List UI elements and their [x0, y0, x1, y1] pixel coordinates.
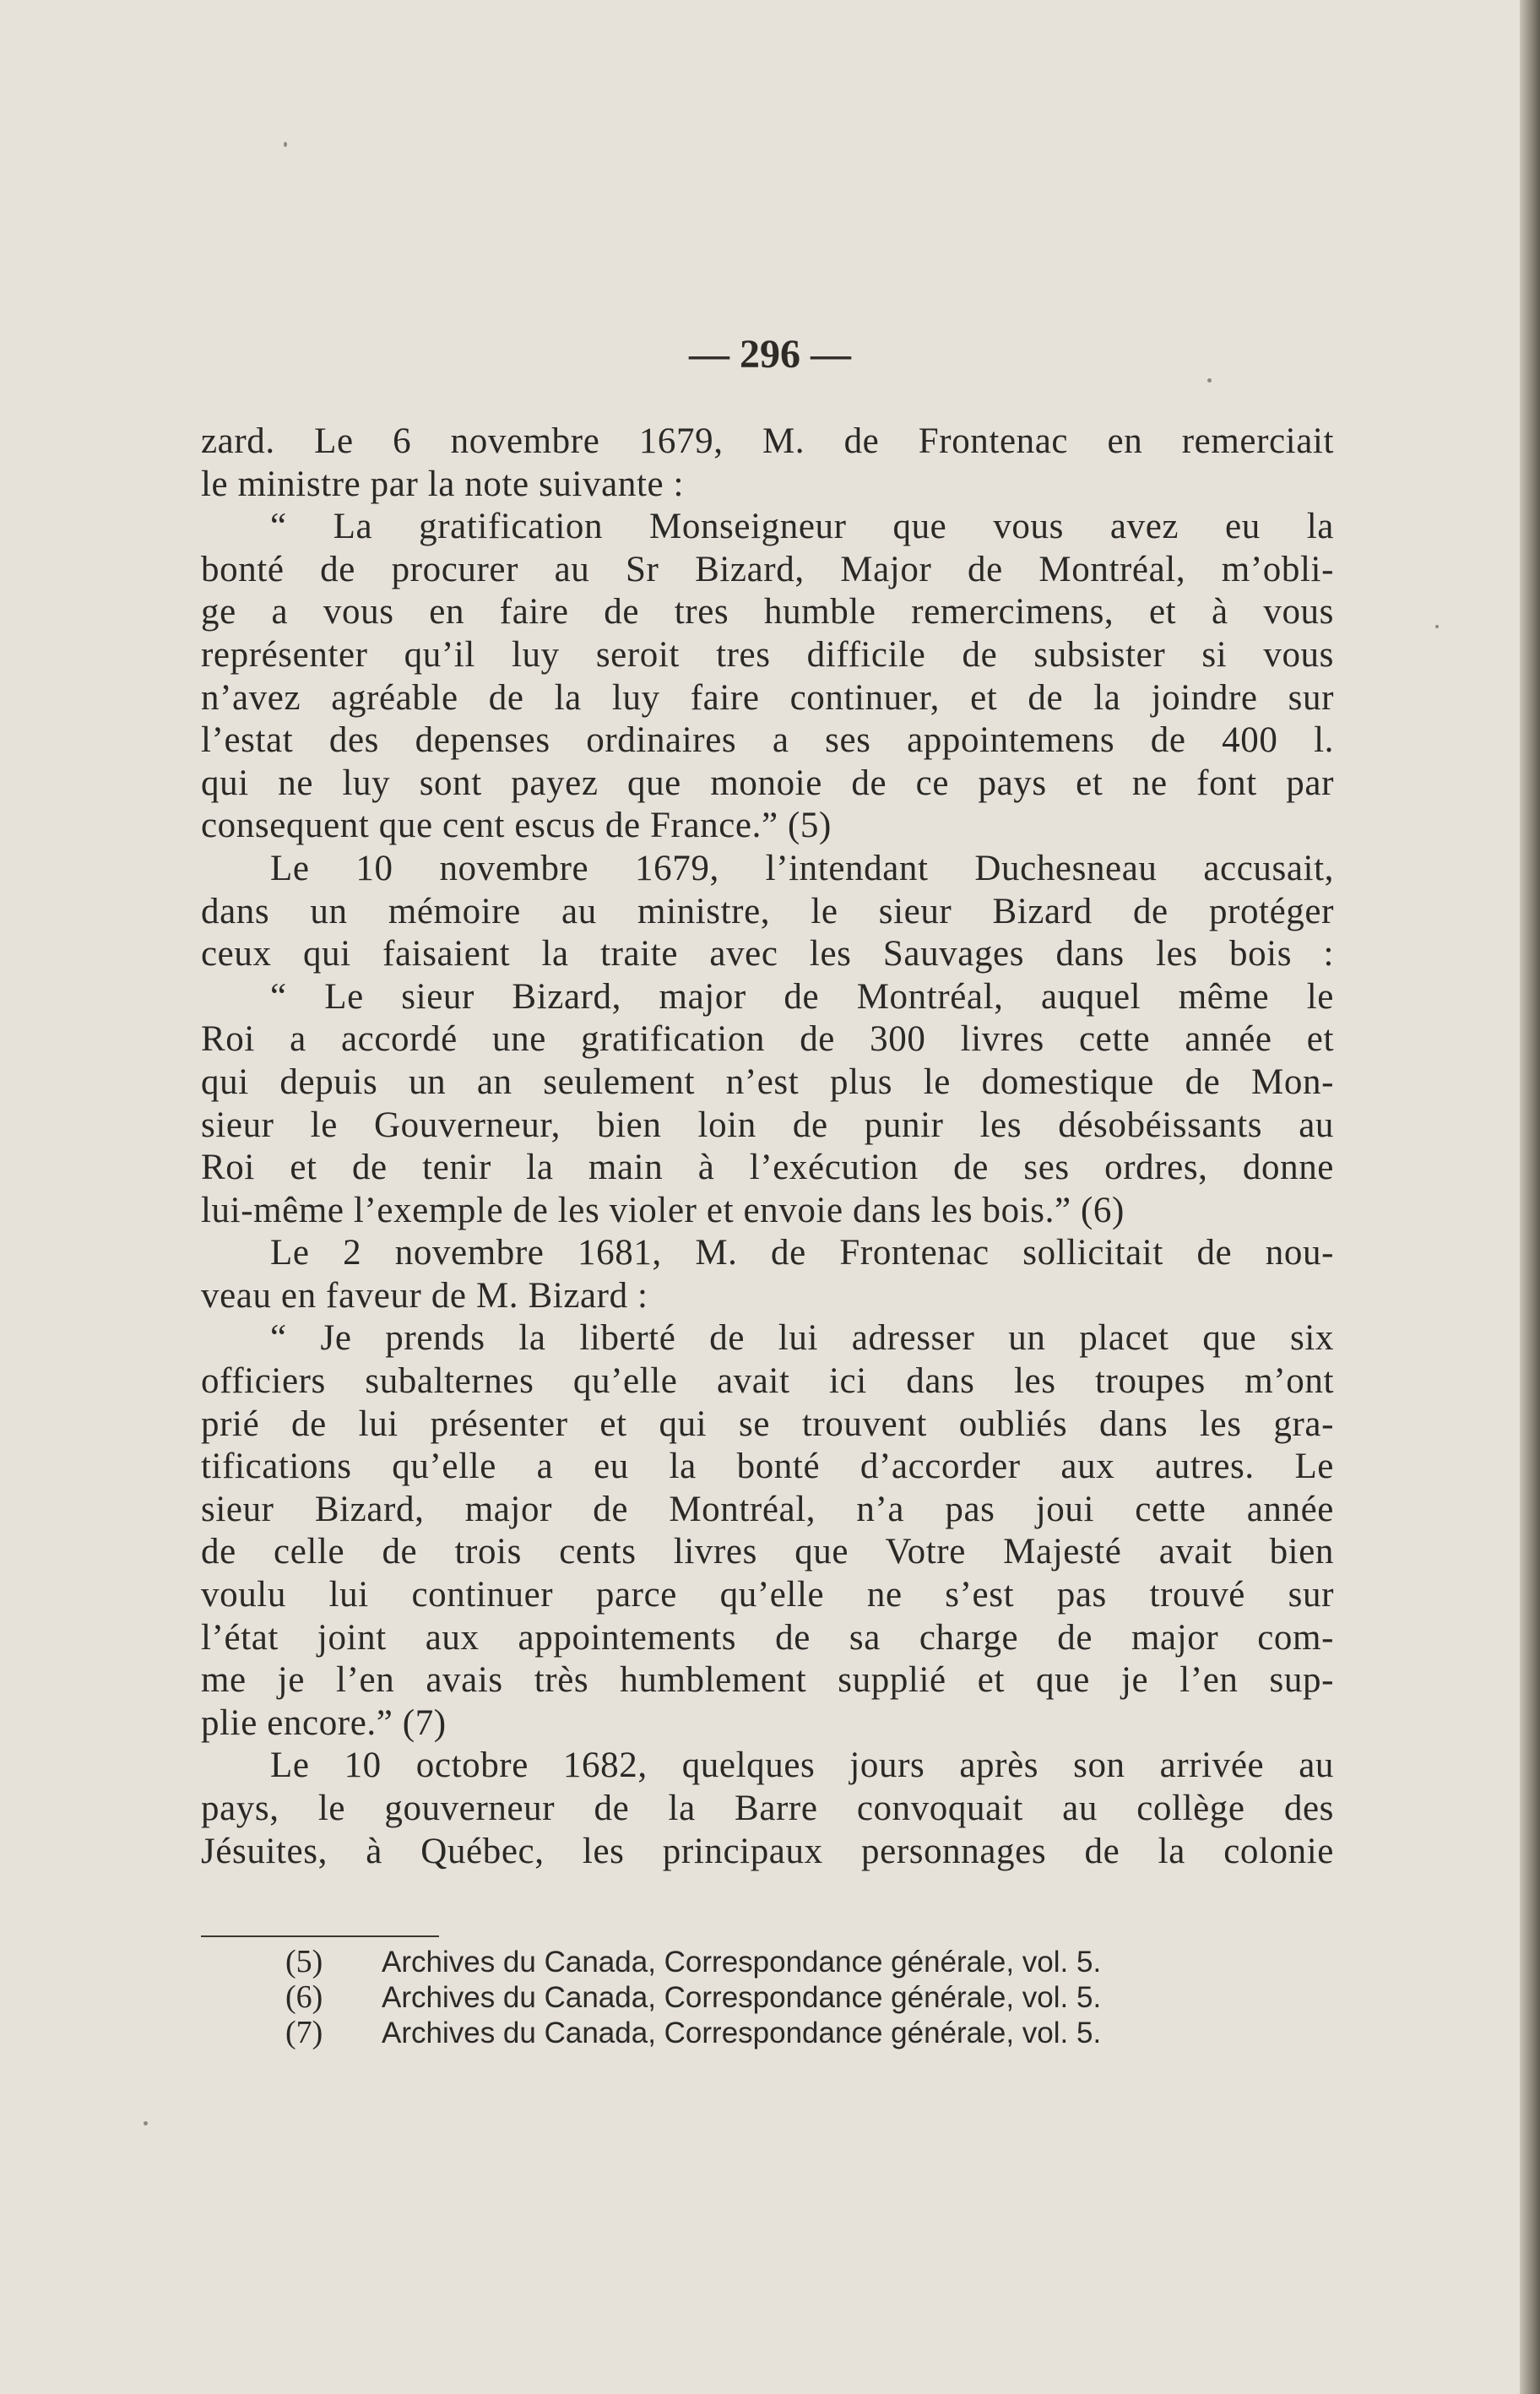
footnote-text: Archives du Canada, Correspondance générale, vol. 5.	[382, 1981, 1102, 2014]
page-edge-shadow	[1520, 0, 1540, 2394]
text-line: “ Je prends la liberté de lui adresser un placet que six	[270, 1318, 1334, 1359]
paper-speck	[144, 2121, 148, 2125]
text-line: “ La gratification Monseigneur que vous avez eu la	[270, 507, 1334, 547]
text-line: l’état joint aux appointements de sa charge de major com-	[201, 1617, 1334, 1658]
text-line: sieur Bizard, major de Montréal, n’a pas joui cette année	[201, 1489, 1334, 1529]
text-line: représenter qu’il luy seroit tres difficile de subsister si vous	[201, 634, 1334, 675]
text-line: Le 10 octobre 1682, quelques jours après son arrivée au	[270, 1745, 1334, 1786]
text-line: bonté de procurer au Sr Bizard, Major de Montréal, m’obli-	[201, 549, 1334, 589]
text-line: n’avez agréable de la luy faire continuer, et de la joindre sur	[201, 677, 1334, 718]
page-number: — 296 —	[689, 332, 851, 377]
footnotes	[285, 1944, 1101, 2050]
text-line: tifications qu’elle a eu la bonté d’accorder aux autres. Le	[201, 1447, 1334, 1487]
footnote	[285, 1944, 1101, 1979]
text-line: sieur le Gouverneur, bien loin de punir les désobéissants au	[201, 1105, 1334, 1145]
text-line: Jésuites, à Québec, les principaux personnages de la colonie	[201, 1831, 1334, 1871]
text-line: qui ne luy sont payez que monoie de ce pays et ne font par	[201, 763, 1334, 803]
text-line: Le 2 novembre 1681, M. de Frontenac sollicitait de nou-	[270, 1233, 1334, 1273]
text-line: Le 10 novembre 1679, l’intendant Duchesneau accusait,	[270, 848, 1334, 888]
footnote-text: Archives du Canada, Correspondance générale, vol. 5.	[382, 2017, 1102, 2049]
text-line: l’estat des depenses ordinaires a ses appointemens de 400 l.	[201, 720, 1334, 761]
text-line: officiers subalternes qu’elle avait ici dans les troupes m’ont	[201, 1361, 1334, 1402]
text-line: ceux qui faisaient la traite avec les Sauvages dans les bois :	[201, 934, 1334, 974]
footnote-number: (6)	[285, 1979, 323, 2015]
text-line: de celle de trois cents livres que Votre Majesté avait bien	[201, 1532, 1334, 1572]
paper-speck	[1207, 378, 1212, 383]
paper-speck	[284, 142, 287, 147]
text-line: zard. Le 6 novembre 1679, M. de Frontenac en remerciait	[201, 421, 1334, 461]
text-line: consequent que cent escus de France.” (5)	[201, 806, 832, 846]
text-line: lui-même l’exemple de les violer et envoie dans les bois.” (6)	[201, 1190, 1125, 1230]
text-line: ge a vous en faire de tres humble remercimens, et à vous	[201, 592, 1334, 632]
footnote	[285, 1979, 1101, 2015]
text-line: me je l’en avais très humblement supplié et que je l’en sup-	[201, 1660, 1334, 1701]
text-line: “ Le sieur Bizard, major de Montréal, auquel même le	[270, 976, 1334, 1017]
text-line: Roi et de tenir la main à l’exécution de ses ordres, donne	[201, 1148, 1334, 1188]
footnote	[285, 2015, 1101, 2050]
text-line: Roi a accordé une gratification de 300 livres cette année et	[201, 1019, 1334, 1060]
text-line: voulu lui continuer parce qu’elle ne s’est pas trouvé sur	[201, 1575, 1334, 1615]
text-line: le ministre par la note suivante :	[201, 464, 685, 504]
footnote-text: Archives du Canada, Correspondance générale, vol. 5.	[382, 1946, 1102, 1979]
footnote-number: (7)	[285, 2015, 323, 2050]
text-line: prié de lui présenter et qui se trouvent oubliés dans les gra-	[201, 1403, 1334, 1444]
footnote-number: (5)	[285, 1944, 323, 1979]
text-line: pays, le gouverneur de la Barre convoquait au collège des	[201, 1789, 1334, 1828]
paper-speck	[1435, 625, 1439, 628]
text-line: veau en faveur de M. Bizard :	[201, 1275, 648, 1316]
text-line: qui depuis un an seulement n’est plus le domestique de Mon-	[201, 1061, 1334, 1102]
footnote-divider	[201, 1935, 439, 1937]
text-line: dans un mémoire au ministre, le sieur Bizard de protéger	[201, 891, 1334, 931]
body-text	[201, 421, 1334, 1873]
text-line: plie encore.” (7)	[201, 1702, 447, 1743]
